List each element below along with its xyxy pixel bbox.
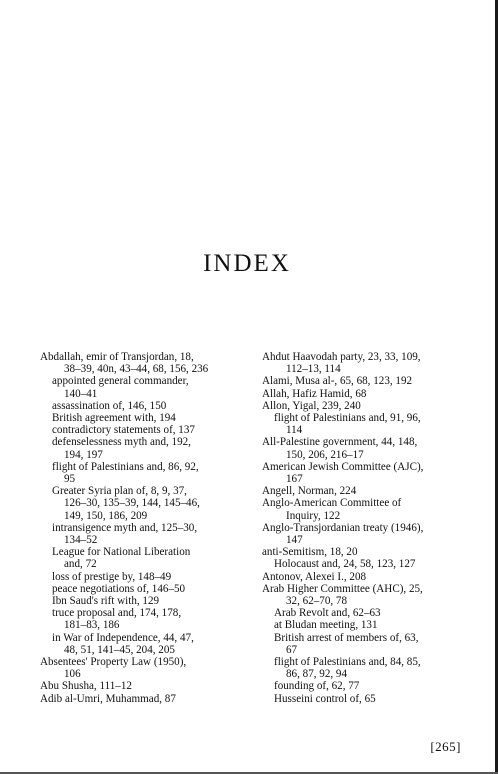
index-subentry: Husseini control of, 65 — [274, 692, 376, 705]
index-entry-continuation: 140–41 — [64, 387, 98, 400]
index-entry-continuation: 194, 197 — [64, 448, 103, 461]
index-column-left — [40, 351, 252, 705]
index-subentry: Holocaust and, 24, 58, 123, 127 — [274, 558, 416, 571]
index-subentry: loss of prestige by, 148–49 — [52, 570, 172, 583]
index-entry-continuation: 150, 206, 216–17 — [286, 448, 364, 461]
index-entry: American Jewish Committee (AJC), — [262, 460, 424, 473]
index-entry: Angell, Norman, 224 — [262, 485, 357, 498]
index-entry: Abu Shusha, 111–12 — [40, 680, 132, 693]
index-entry-continuation: 106 — [64, 668, 81, 681]
index-subentry: Greater Syria plan of, 8, 9, 37, — [52, 485, 187, 498]
index-entry: Antonov, Alexei I., 208 — [262, 570, 367, 583]
index-entry-continuation: 38–39, 40n, 43–44, 68, 156, 236 — [64, 363, 209, 376]
index-entry: Abdallah, emir of Transjordan, 18, — [40, 351, 194, 363]
index-entry: All-Palestine government, 44, 148, — [262, 436, 418, 449]
index-entry-continuation: 134–52 — [64, 534, 98, 547]
index-subentry: flight of Palestinians and, 84, 85, — [274, 656, 421, 669]
index-entry: Alami, Musa al-, 65, 68, 123, 192 — [262, 375, 413, 388]
index-subentry: intransigence myth and, 125–30, — [52, 521, 198, 534]
index-heading: INDEX — [203, 250, 291, 277]
index-subentry: appointed general commander, — [52, 375, 189, 388]
index-entry-continuation: 147 — [286, 534, 303, 547]
index-column-right — [262, 351, 484, 705]
index-entry-continuation: 86, 87, 92, 94 — [286, 668, 348, 681]
index-entry-continuation: 67 — [286, 643, 298, 656]
index-entry-continuation: 95 — [64, 473, 76, 486]
index-subentry: peace negotiations of, 146–50 — [52, 582, 186, 595]
index-entry: Allon, Yigal, 239, 240 — [262, 399, 361, 412]
index-subentry: truce proposal and, 174, 178, — [52, 607, 182, 620]
index-subentry: British agreement with, 194 — [52, 412, 176, 425]
index-subentry: British arrest of members of, 63, — [274, 631, 419, 644]
index-entry: Absentees' Property Law (1950), — [40, 656, 187, 669]
index-subentry: flight of Palestinians and, 86, 92, — [52, 460, 199, 473]
index-entry-continuation: 149, 150, 186, 209 — [64, 509, 148, 522]
index-entry-continuation: 126–30, 135–39, 144, 145–46, — [64, 497, 200, 510]
index-subentry: assassination of, 146, 150 — [52, 399, 167, 412]
index-entry-continuation: Inquiry, 122 — [286, 509, 341, 522]
index-entry-continuation: 32, 62–70, 78 — [286, 595, 348, 608]
index-entry: Anglo-Transjordanian treaty (1946), — [262, 521, 424, 534]
index-entry-continuation: and, 72 — [64, 558, 97, 571]
index-entry: Arab Higher Committee (AHC), 25, — [262, 582, 423, 595]
index-entry: Ahdut Haavodah party, 23, 33, 109, — [262, 351, 421, 363]
index-subentry: defenselessness myth and, 192, — [52, 436, 191, 449]
index-subentry: in War of Independence, 44, 47, — [52, 631, 194, 644]
index-entry-continuation: 48, 51, 141–45, 204, 205 — [64, 643, 175, 656]
index-subentry: contradictory statements of, 137 — [52, 424, 195, 437]
index-entry-continuation: 114 — [286, 424, 303, 437]
index-subentry: flight of Palestinians and, 91, 96, — [274, 412, 421, 425]
index-subentry: Ibn Saud's rift with, 129 — [52, 595, 160, 608]
index-subentry: Arab Revolt and, 62–63 — [274, 607, 381, 620]
index-entry-continuation: 112–13, 114 — [286, 363, 341, 376]
index-entry: anti-Semitism, 18, 20 — [262, 546, 358, 559]
index-subentry: founding of, 62, 77 — [274, 680, 360, 693]
index-entry-continuation: 167 — [286, 473, 303, 486]
index-subentry: at Bludan meeting, 131 — [274, 619, 378, 632]
index-subentry: League for National Liberation — [52, 546, 191, 559]
index-entry: Anglo-American Committee of — [262, 497, 402, 510]
index-entry: Adib al-Umri, Muhammad, 87 — [40, 692, 176, 705]
index-entry: Allah, Hafiz Hamid, 68 — [262, 387, 367, 400]
page-number: [265] — [430, 739, 461, 754]
index-entry-continuation: 181–83, 186 — [64, 619, 120, 632]
